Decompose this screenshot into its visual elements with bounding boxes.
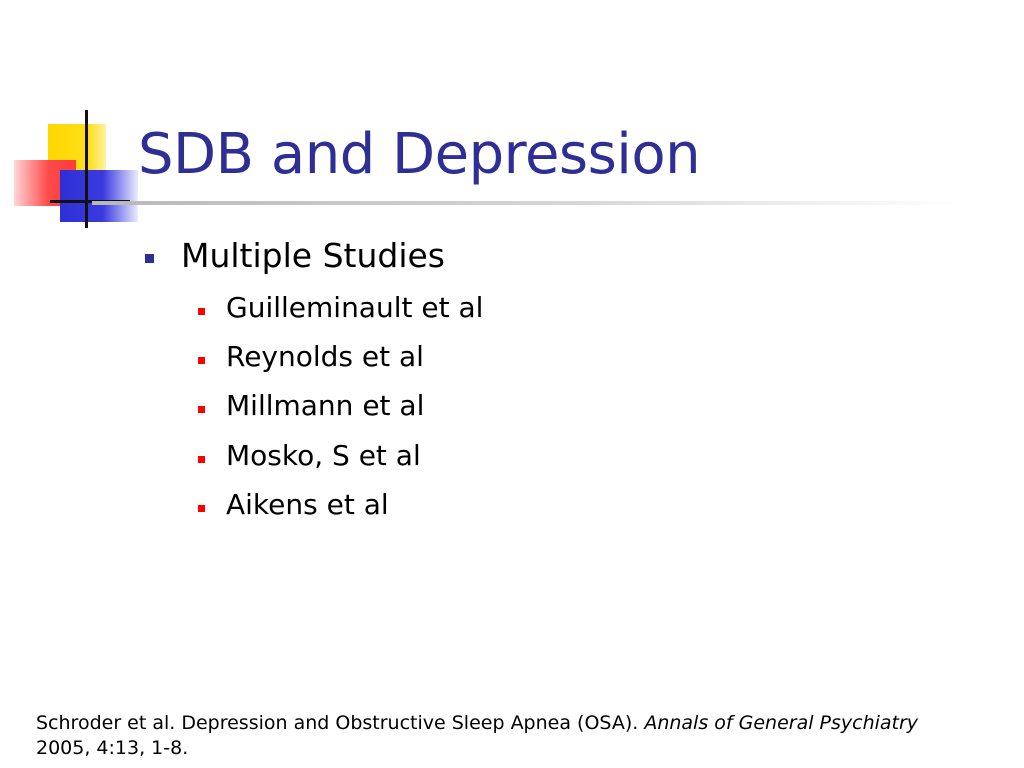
slide-title: SDB and Depression: [138, 122, 701, 187]
bullet-square-icon: [198, 406, 205, 413]
bullet-square-icon: [198, 308, 205, 315]
citation: [36, 711, 996, 761]
citation-text: Schroder et al. Depression and Obstructive Sleep Apnea (OSA).: [36, 712, 639, 734]
bullet-square-icon: [198, 505, 205, 512]
logo-blue-square: [60, 170, 138, 222]
bullet-level2-item: Guilleminault et al: [226, 291, 484, 324]
title-underline: [92, 201, 962, 205]
logo-vertical-line: [85, 110, 88, 228]
bullet-level2-item: Reynolds et al: [226, 340, 424, 373]
citation-details: 2005, 4:13, 1-8.: [36, 737, 189, 759]
bullet-square-icon: [198, 456, 205, 463]
bullet-level2-item: Millmann et al: [226, 389, 425, 422]
bullet-square-icon: [198, 357, 205, 364]
citation-journal: Annals of General Psychiatry: [644, 712, 919, 734]
bullet-level2-item: Mosko, S et al: [226, 439, 421, 472]
bullet-level2-item: Aikens et al: [226, 488, 389, 521]
bullet-square-icon: [145, 254, 154, 263]
bullet-level1-item: Multiple Studies: [181, 236, 445, 275]
